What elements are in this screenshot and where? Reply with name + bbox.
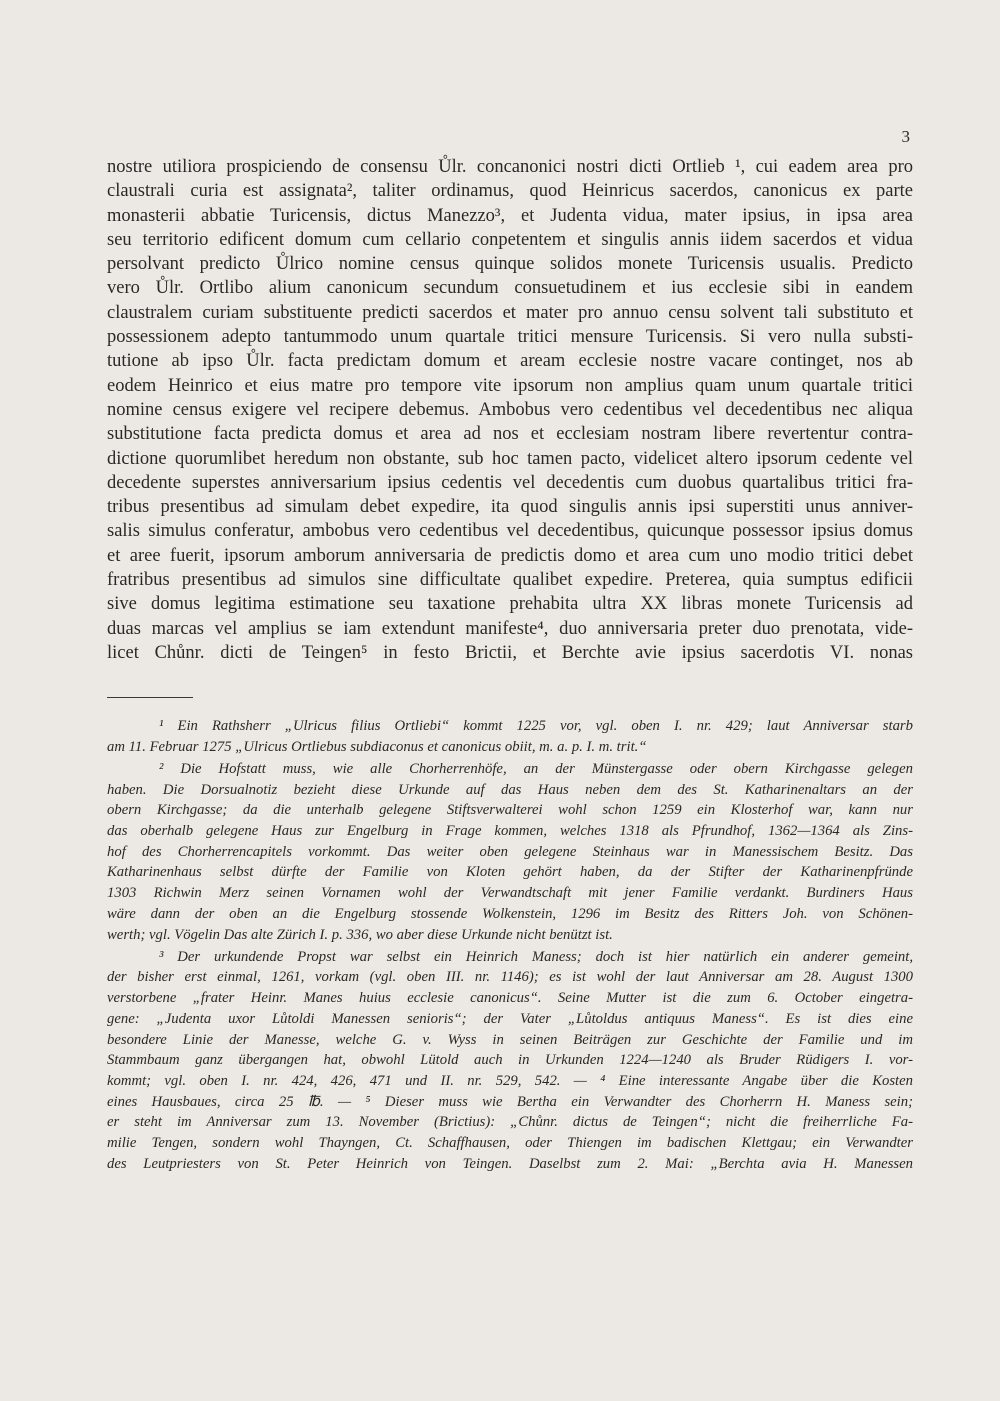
- main-text-line: monasterii abbatie Turicensis, dictus Manezzo³, et Judenta vidua, mater ipsius, in ipsa area: [107, 205, 913, 226]
- footnote-line: ² Die Hofstatt muss, wie alle Chorherrenhöfe, an der Münstergasse oder obern Kirchgasse gelegen: [159, 760, 913, 777]
- page-number: 3: [901, 127, 910, 146]
- footnote-line: ¹ Ein Rathsherr „Ulricus filius Ortliebi“ kommt 1225 vor, vgl. oben I. nr. 429; laut Anniversar starb: [159, 718, 913, 734]
- footnote-line: kommt; vgl. oben I. nr. 424, 426, 471 und II. nr. 529, 542. — ⁴ Eine interessante Angabe über die Kosten: [107, 1072, 913, 1089]
- footnote-line: 1303 Richwin Merz seinen Vornamen wohl der Verwandtschaft mit jener Familie verdankt. Burdiners Haus: [107, 885, 913, 902]
- main-text-line: possessionem adepto tantummodo unum quartale tritici mensure Turicensis. Si vero nulla substi-: [107, 327, 913, 348]
- footnote-line: milie Tengen, sondern wohl Thayngen, Ct. Schaffhausen, oder Thiengen im badischen Klettgau; ein Verwandter: [107, 1135, 913, 1152]
- main-text-line: eodem Heinrico et eius matre pro tempore vite ipsorum non amplius quam unum quartale tritici: [107, 375, 913, 396]
- main-text-line: fratribus presentibus ad simulos sine difficultate qualibet expedire. Preterea, quia sumptus edificii: [107, 570, 913, 591]
- footnote-line: wäre dann der oben an die Engelburg stossende Wolkenstein, 1296 im Besitz des Ritters Joh. von Schönen-: [107, 905, 913, 922]
- main-text-line: decedente superstes anniversarium ipsius cedentis vel decedentis cum duobus quartalibus tritici fra-: [107, 472, 913, 493]
- main-text-line: claustrali curia est assignata², taliter ordinamus, quod Heinricus sacerdos, canonicus ex parte: [107, 181, 913, 202]
- footnote-line: werth; vgl. Vögelin Das alte Zürich I. p. 336, wo aber diese Urkunde nicht benützt ist.: [107, 926, 613, 943]
- footnote-line: der bisher erst einmal, 1261, vorkam (vgl. oben III. nr. 1146); es ist wohl der laut Anniversar am 28. August 1300: [107, 969, 913, 986]
- footnote-1: [107, 716, 913, 757]
- main-text-line: et aree fuerit, ipsorum amborum anniversaria de predictis domo et area cum uno modio tritici debet: [107, 545, 913, 566]
- footnote-line: des Leutpriesters von St. Peter Heinrich von Teingen. Daselbst zum 2. Mai: „Berchta avia H. Manessen: [107, 1155, 913, 1172]
- main-text-line: nostre utiliora prospiciendo de consensu Ůlr. concanonici nostri dicti Ortlieb ¹, cui eadem area pro: [107, 157, 913, 177]
- footnote-line: besondere Linie der Manesse, welche G. v. Wyss in seinen Beiträgen zur Geschichte der Familie und im: [107, 1031, 913, 1048]
- footnote-line: eines Hausbaues, circa 25 ℔. — ⁵ Dieser muss wie Bertha ein Verwandter des Chorherrn H. Maness sein;: [107, 1093, 913, 1110]
- footnote-line: gene: „Judenta uxor Lůtoldi Manessen senioris“; der Vater „Lůtoldus antiquus Maness“. Es ist dies eine: [107, 1010, 913, 1027]
- main-text-line: tutione ab ipso Ůlr. facta predictam domum et aream ecclesie nostre vacare continget, nos ab: [107, 351, 913, 372]
- main-text-line: vero Ůlr. Ortlibo alium canonicum secundum consuetudinem et ius ecclesie sibi in eandem: [107, 278, 913, 299]
- footnote-line: verstorbene „frater Heinr. Manes huius ecclesie canonicus“. Seine Mutter ist die zum 6. October eingetra-: [107, 990, 913, 1007]
- main-text: [107, 155, 913, 665]
- footnote-line: Katharinenhaus selbst dürfte der Familie von Kloten gehört haben, da der Stifter der Katharinenpfründe: [107, 864, 913, 881]
- footnote-line: Stammbaum ganz übergangen hat, obwohl Lütold auch in Urkunden 1224—1240 als Bruder Rüdigers I. vor-: [107, 1052, 913, 1069]
- footnote-line: er steht im Anniversar zum 13. November (Brictius): „Chůnr. dictus de Teingen“; nicht die freiherrliche Fa-: [107, 1114, 913, 1131]
- main-text-line: tribus presentibus ad simulam debet expedire, ita quod singulis annis ipsi superstiti unus anniver-: [107, 497, 913, 518]
- main-text-line: nomine census exigere vel recipere debemus. Ambobus vero cedentibus vel decedentibus nec aliqua: [107, 399, 913, 420]
- main-text-line: licet Chůnr. dicti de Teingen⁵ in festo Brictii, et Berchte avie ipsius sacerdotis VI. nonas: [107, 642, 913, 663]
- footnote-2: [107, 759, 913, 945]
- main-text-line: persolvant predicto Ůlrico nomine census quinque solidos monete Turicensis usualis. Predicto: [107, 254, 913, 275]
- main-text-line: sive domus legitima estimatione seu taxatione prehabita ultra XX libras monete Turicensis ad: [107, 594, 913, 615]
- main-text-line: salis simulus conferatur, ambobus vero cedentibus vel decedentibus, quicunque possessor ipsius domus: [107, 521, 913, 542]
- main-text-line: substitutione facta predicta domus et area ad nos et ecclesiam nostram libere revertentur contra-: [107, 424, 913, 445]
- footnote-line: am 11. Februar 1275 „Ulricus Ortliebus subdiaconus et canonicus obiit, m. a. p. I. m. trit.“: [107, 738, 647, 755]
- footnote-line: ³ Der urkundende Propst war selbst ein Heinrich Maness; doch ist hier natürlich ein anderer gemeint,: [159, 948, 913, 965]
- main-text-line: claustralem curiam substituente predicti sacerdos et mater pro annuo censu solvent tali substituto et: [107, 302, 913, 323]
- main-text-line: dictione quorumlibet heredum non obstante, sub hoc tamen pacto, videlicet altero ipsorum cedente vel: [107, 448, 913, 469]
- footnotes: [107, 716, 913, 1176]
- main-text-line: seu territorio edificent domum cum cellario conpetentem et singulis annis iidem sacerdos et vidua: [107, 229, 913, 250]
- main-text-line: duas marcas vel amplius se iam extendunt manifeste⁴, duo anniversaria preter duo prenotata, vide-: [107, 618, 913, 639]
- footnote-3: [107, 947, 913, 1175]
- footnote-divider: [107, 697, 193, 698]
- footnote-line: haben. Die Dorsualnotiz bezieht diese Urkunde auf das Haus neben dem des St. Katharinenaltars an der: [107, 781, 913, 798]
- footnote-line: hof des Chorherrencapitels vorkommt. Das weiter oben gelegene Steinhaus war in Manessischem Besitz. Das: [107, 843, 913, 860]
- footnote-line: obern Kirchgasse; da die unterhalb gelegene Stiftsverwalterei wohl schon 1259 ein Klosterhof war, kann nur: [107, 802, 913, 819]
- footnote-line: das oberhalb gelegene Haus zur Engelburg in Frage kommen, welches 1318 als Pfrundhof, 1362—1364 als Zins-: [107, 823, 913, 840]
